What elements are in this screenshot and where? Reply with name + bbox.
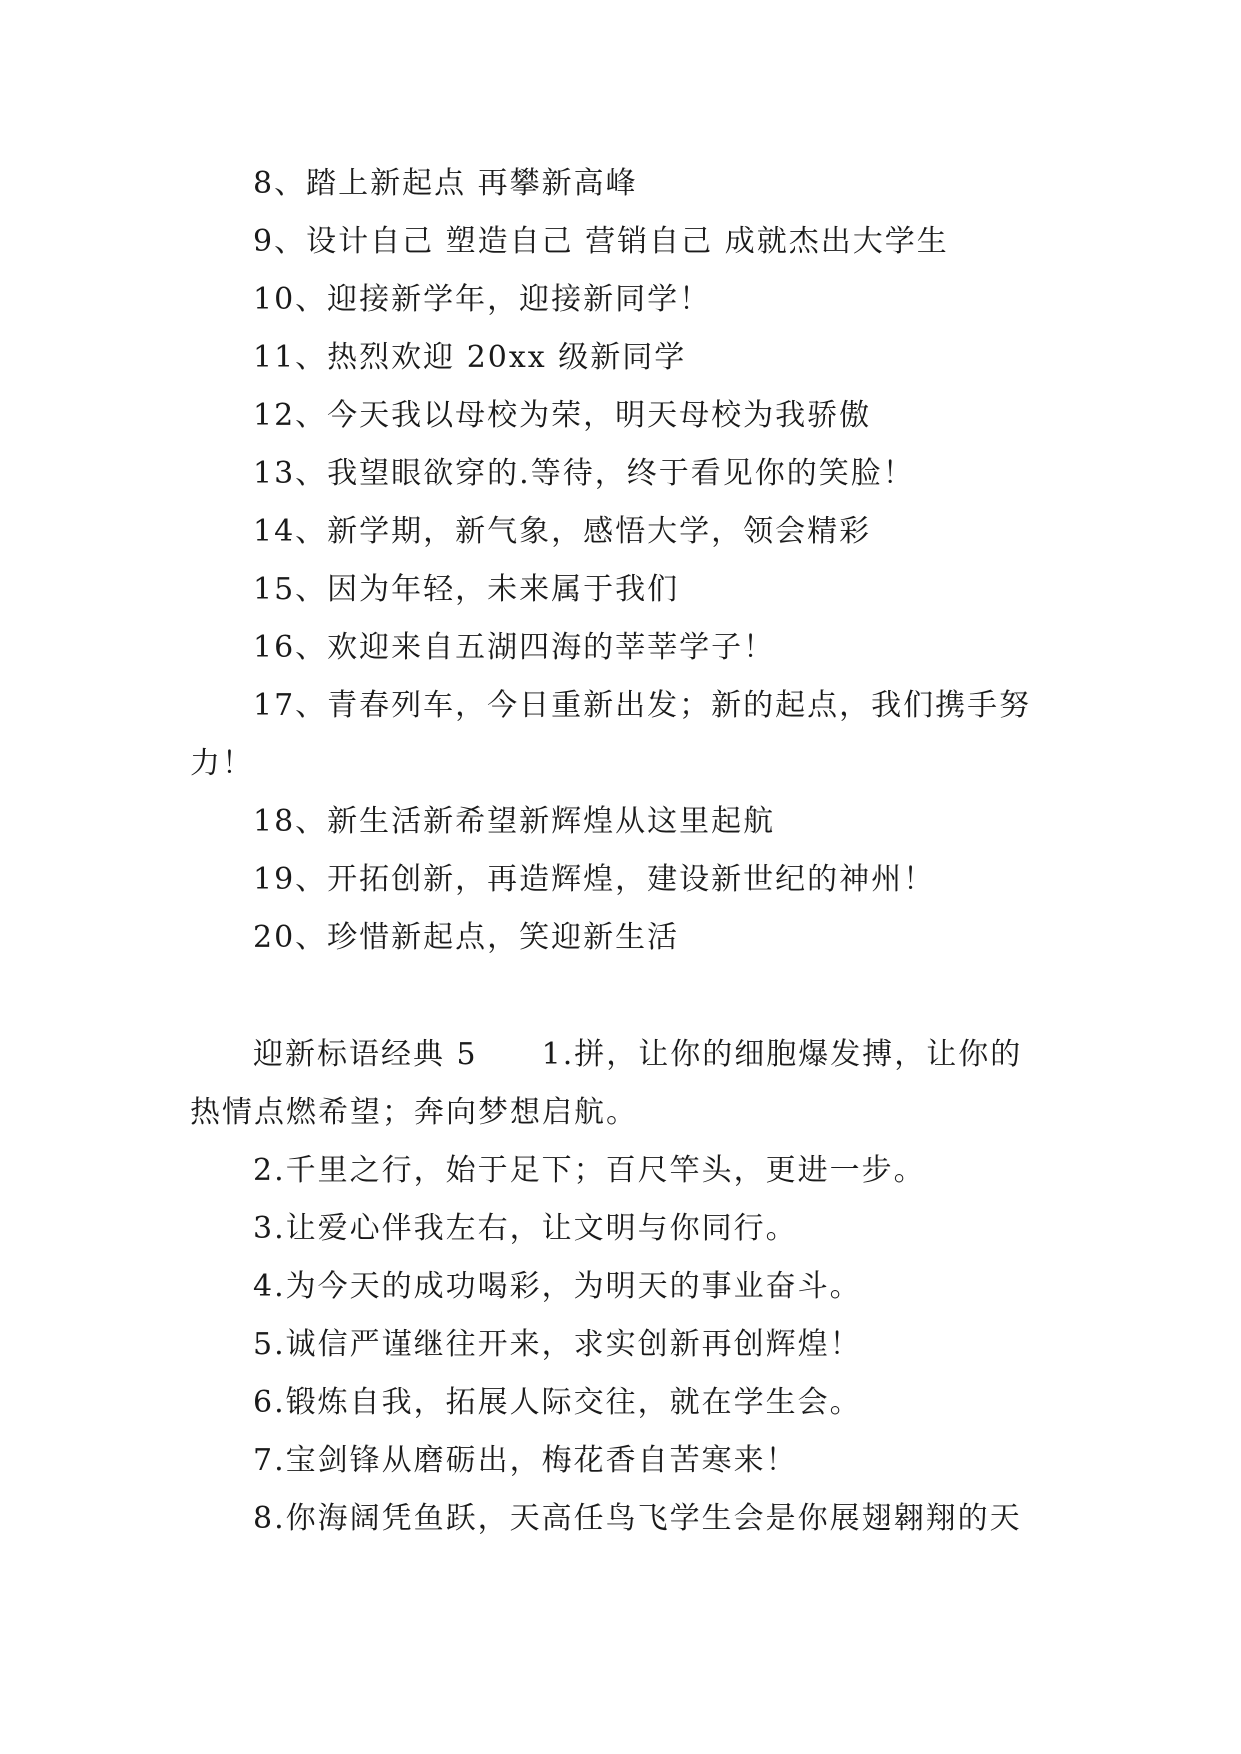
list-item: 3.让爱心伴我左右，让文明与你同行。 [253,1211,798,1246]
list-item: 1.拼，让你的细胞爆发搏，让你的 [541,1037,1023,1072]
list-item: 9、设计自己 塑造自己 营销自己 成就杰出大学生 [253,224,949,259]
list-item: 19、开拓创新，再造辉煌，建设新世纪的神州！ [253,862,936,897]
list-item: 11、热烈欢迎 20xx 级新同学 [253,340,687,375]
list-item: 4.为今天的成功喝彩，为明天的事业奋斗。 [253,1269,862,1304]
list-item: 15、因为年轻，未来属于我们 [253,572,680,607]
list-item: 14、新学期，新气象，感悟大学，领会精彩 [253,514,872,549]
list-item: 16、欢迎来自五湖四海的莘莘学子！ [253,630,776,665]
list-item: 7.宝剑锋从磨砺出，梅花香自苦寒来！ [253,1443,798,1478]
list-item: 5.诚信严谨继往开来，求实创新再创辉煌！ [253,1327,862,1362]
list-item: 10、迎接新学年，迎接新同学！ [253,282,712,317]
list-item-continuation: 热情点燃希望；奔向梦想启航。 [190,1095,638,1130]
list-item: 12、今天我以母校为荣，明天母校为我骄傲 [253,398,872,433]
list-item: 20、珍惜新起点，笑迎新生活 [253,920,680,955]
list-item: 18、新生活新希望新辉煌从这里起航 [253,804,776,839]
list-item: 17、青春列车，今日重新出发；新的起点，我们携手努 [253,688,1032,723]
list-item-continuation: 力！ [190,746,254,781]
list-item: 8.你海阔凭鱼跃，天高任鸟飞学生会是你展翅翱翔的天 [253,1501,1022,1536]
list-item: 6.锻炼自我，拓展人际交往，就在学生会。 [253,1385,862,1420]
section-heading: 迎新标语经典 5 [253,1037,478,1072]
list-item: 8、踏上新起点 再攀新高峰 [253,166,638,201]
list-item: 2.千里之行，始于足下；百尺竿头，更进一步。 [253,1153,926,1188]
section-heading-line [253,1035,1022,1075]
list-item: 13、我望眼欲穿的.等待，终于看见你的笑脸！ [253,456,915,491]
